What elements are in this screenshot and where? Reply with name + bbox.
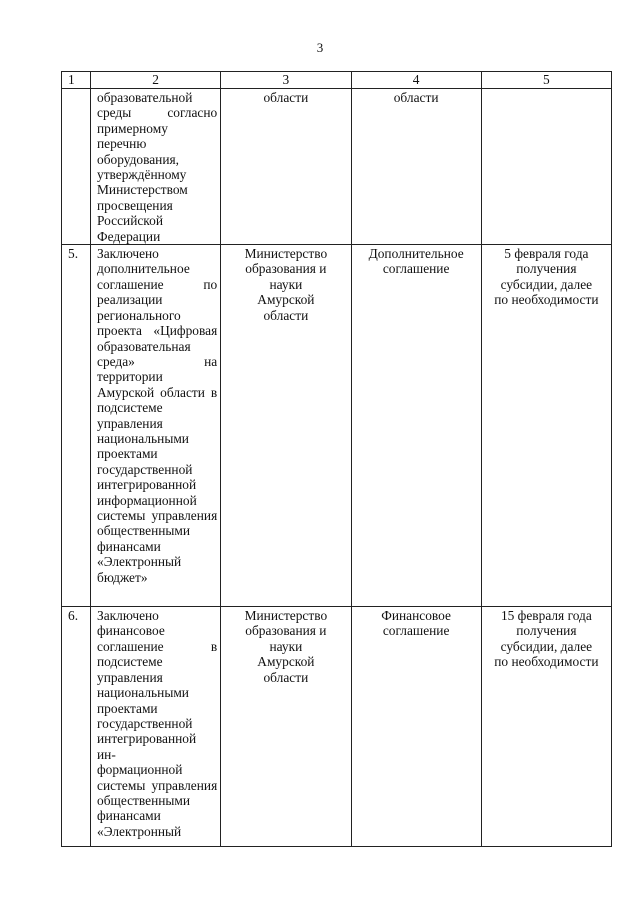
text-line: дополнительное (97, 261, 190, 277)
event-description-cell (91, 89, 221, 245)
text-line: подсистеме (97, 654, 163, 670)
text-line: Заключено (97, 246, 159, 262)
text-line: проектами (97, 446, 158, 462)
responsible-cell (221, 245, 351, 607)
text-line: финансами (97, 538, 161, 554)
text-line: формационной (97, 762, 183, 778)
event-description-cell (91, 245, 221, 607)
text-line: субсидии, далее (500, 276, 593, 292)
text-line: проекта «Цифровая (97, 323, 218, 339)
text-line: национальными (97, 430, 189, 446)
text-line: Финансовое (381, 608, 451, 624)
text-line: информационной (97, 492, 197, 508)
text-line: получения (516, 261, 577, 277)
document-cell (351, 245, 481, 607)
text-line: Амурской (257, 654, 315, 670)
table-row (62, 607, 612, 847)
event-description-cell (91, 607, 221, 847)
responsible-cell (221, 89, 351, 245)
text-line: «Электронный (97, 554, 182, 570)
text-line: просвещения (97, 197, 173, 213)
text-line: образования и (245, 261, 327, 277)
document-cell (351, 89, 481, 245)
text-line: утверждённому (97, 167, 187, 183)
text-line: управления (97, 669, 163, 685)
text-line: реализации (97, 292, 163, 308)
plan-table (61, 71, 612, 847)
text-line: государственной (97, 461, 193, 477)
text-line: общественными (97, 792, 191, 808)
text-line: финансовое (97, 623, 165, 639)
text-line: интегрированной ин- (97, 731, 197, 762)
text-line: области (263, 669, 309, 685)
text-line: соглашение (382, 261, 450, 277)
text-line: соглашение в (97, 638, 218, 654)
row-number-cell (62, 89, 91, 245)
text-line: по необходимости (494, 654, 599, 670)
text-line: Амурской области в (97, 384, 218, 400)
text-line: области (393, 90, 439, 105)
text-line: государственной (97, 715, 193, 731)
row-number-cell: 5. (62, 245, 91, 607)
text-line: общественными (97, 523, 191, 539)
text-line: по необходимости (494, 292, 599, 308)
text-line: Российской (97, 213, 163, 229)
text-line: регионального (97, 307, 181, 323)
text-line: управления (97, 415, 163, 431)
text-line: области (263, 90, 309, 105)
header-col-2: 2 (91, 72, 221, 89)
header-col-3: 3 (221, 72, 351, 89)
text-line: Заключено (97, 608, 159, 624)
table-row (62, 245, 612, 607)
text-line: проектами (97, 700, 158, 716)
text-line: Федерации (97, 228, 161, 244)
text-line: «Электронный (97, 823, 182, 839)
text-line: финансами (97, 808, 161, 824)
text-line: примерному перечню (97, 120, 168, 152)
text-line: Дополнительное (368, 246, 464, 262)
text-line: образовательной (97, 90, 193, 105)
table-header-row (62, 72, 612, 89)
text-line: области (263, 307, 309, 323)
text-line: Министерство (244, 608, 328, 624)
text-line: системы управления (97, 777, 218, 793)
text-line: соглашение по (97, 276, 218, 292)
deadline-cell (481, 245, 611, 607)
text-line: Министерством (97, 182, 188, 198)
text-line: бюджет» (97, 569, 148, 585)
text-line: соглашение (382, 623, 450, 639)
text-line: оборудования, (97, 151, 180, 167)
text-line: Амурской (257, 292, 315, 308)
text-line: национальными (97, 685, 189, 701)
text-line: получения (516, 623, 577, 639)
deadline-cell (481, 89, 611, 245)
responsible-cell (221, 607, 351, 847)
text-line: образования и (245, 623, 327, 639)
text-line: Министерство (244, 246, 328, 262)
text-line: среда» на территории (97, 353, 218, 385)
page-number: 3 (316, 40, 324, 55)
header-col-4: 4 (351, 72, 481, 89)
text-line: науки (269, 638, 303, 654)
text-line: среды согласно (97, 105, 218, 121)
header-col-5: 5 (481, 72, 611, 89)
document-cell (351, 607, 481, 847)
text-line: 5 февраля года (504, 246, 589, 262)
deadline-cell (481, 607, 611, 847)
text-line: образовательная (97, 338, 191, 354)
text-line: подсистеме (97, 400, 163, 416)
table-row (62, 89, 612, 245)
row-number-cell: 6. (62, 607, 91, 847)
text-line: системы управления (97, 507, 218, 523)
header-col-1: 1 (62, 72, 91, 89)
text-line: субсидии, далее (500, 638, 593, 654)
text-line: интегрированной (97, 477, 197, 493)
text-line: 15 февраля года (500, 608, 592, 624)
text-line: науки (269, 276, 303, 292)
